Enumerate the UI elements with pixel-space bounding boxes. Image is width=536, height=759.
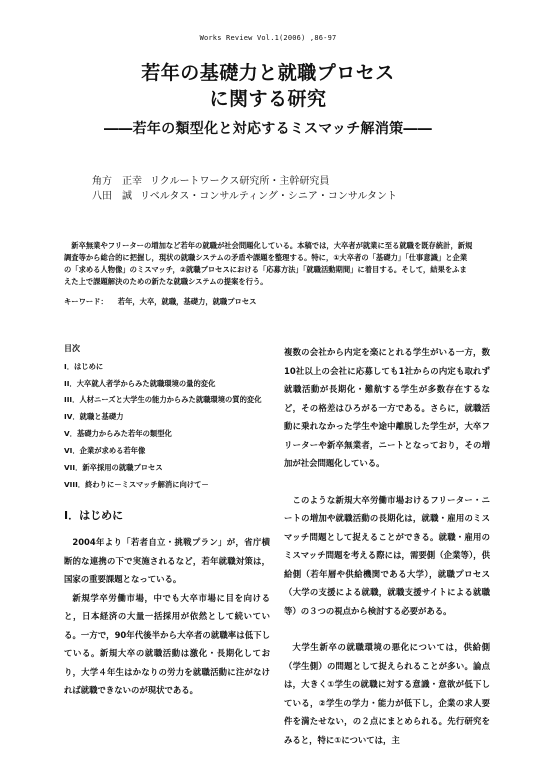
right-column <box>284 343 490 749</box>
author-1 <box>92 174 472 189</box>
keywords-value: 若年，大卒，就職，基礎力，就職プロセス <box>117 297 257 306</box>
author-name: 角方 正幸 <box>92 176 142 187</box>
title-line-1: 若年の基礎力と就職プロセス <box>141 62 395 84</box>
abstract-text: 新卒無業やフリーターの増加など若年の就職が社会問題化している。本稿では，大卒者が就業に至る就職を既存統計，新規調査等から総合的に把握し，現状の就職システムの矛盾や課題を整理する。特に，①大卒者の「基礎力」「仕事意識」と企業の「求める人物像」のミスマッチ，②就職プロセスにおける「応募方法」「就職活動期間」に着目する。そして，結果をふまえた上で課題解決のための新たな就職システムの提案を行う。 <box>64 241 473 286</box>
toc-item: VII．新卒採用の就職プロセス <box>64 463 163 472</box>
toc-item: I．はじめに <box>64 362 104 371</box>
abstract <box>64 240 474 288</box>
toc-item: VI．企業が求める若年像 <box>64 446 146 455</box>
keywords <box>64 297 474 307</box>
section-heading: I．はじめに <box>64 509 124 522</box>
toc-item: III．人材ニーズと大学生の能力からみた就職環境の質的変化 <box>64 395 262 404</box>
toc-title: 目次 <box>64 344 80 353</box>
left-column <box>64 343 270 700</box>
author-list <box>92 174 472 204</box>
toc-item: V．基礎力からみた若年の類型化 <box>64 429 172 438</box>
paper-title <box>0 60 536 112</box>
author-2 <box>92 189 472 204</box>
keywords-label: キーワード： <box>64 297 108 306</box>
body-paragraph: 2004年より「若者自立・挑戦プラン」が，省庁横断的な連携の下で実施されるなど，若年就職対策は，国家の重要課題となっている。 <box>64 537 270 584</box>
paper-subtitle: ――若年の類型化と対応するミスマッチ解消策―― <box>103 121 433 137</box>
running-head: Works Review Vol.1(2006) ,86-97 <box>199 34 337 42</box>
body-paragraph: 新規学卒労働市場，中でも大卒市場に目を向けると，日本経済の大量一括採用が依然として続いている。一方で，90年代後半から大卒者の就職率は低下している。新規大卒の就職活動は激化・長期化しており，大学４年生はかなりの労力を就職活動に注がなければ就職できないのが現状である。 <box>64 592 270 695</box>
author-affiliation: リベルタス・コンサルティング・シニア・コンサルタント <box>140 191 397 202</box>
body-paragraph: 複数の会社から内定を楽にとれる学生がいる一方，数10社以上の会社に応募しても1社からの内定も取れず就職活動が長期化・難航する学生が多数存在するなど，その格差はひろがる一方である。さらに，就職活動に乗れなかった学生や途中離脱した学生が，大卒フリーターや新卒無業者，ニートとなっており，その増加が社会問題化している。 <box>284 347 490 468</box>
body-paragraph: 大学生新卒の就職環境の悪化については，供給側（学生側）の問題として捉えられることが多い。論点は，大きく①学生の就職に対する意識・意欲が低下している，②学生の学力・能力が低下し，企業の求人要件を満たせない，の２点にまとめられる。先行研究をみると，特に①については，主 <box>284 642 490 745</box>
toc-item: VIII．終わりに－ミスマッチ解消に向けて－ <box>64 480 209 489</box>
toc-item: IV．就職と基礎力 <box>64 412 124 421</box>
author-name: 八田 誠 <box>92 191 132 202</box>
toc-item: II．大卒就人者学からみた就職環境の量的変化 <box>64 379 216 388</box>
title-line-2: に関する研究 <box>209 88 327 110</box>
body-paragraph: このような新規大卒労働市場おけるフリーター・ニートの増加や就職活動の長期化は，就職・雇用のミスマッチ問題として捉えることができる。就職・雇用のミスマッチ問題を考える際には，需要側（企業等），供給側（若年層や供給機関である大学），就職プロセス（大学の支援による就職，就職支援サイトによる就職等）の３つの視点から検討する必要がある。 <box>284 494 490 616</box>
author-affiliation: リクルートワークス研究所・主幹研究員 <box>150 176 330 187</box>
